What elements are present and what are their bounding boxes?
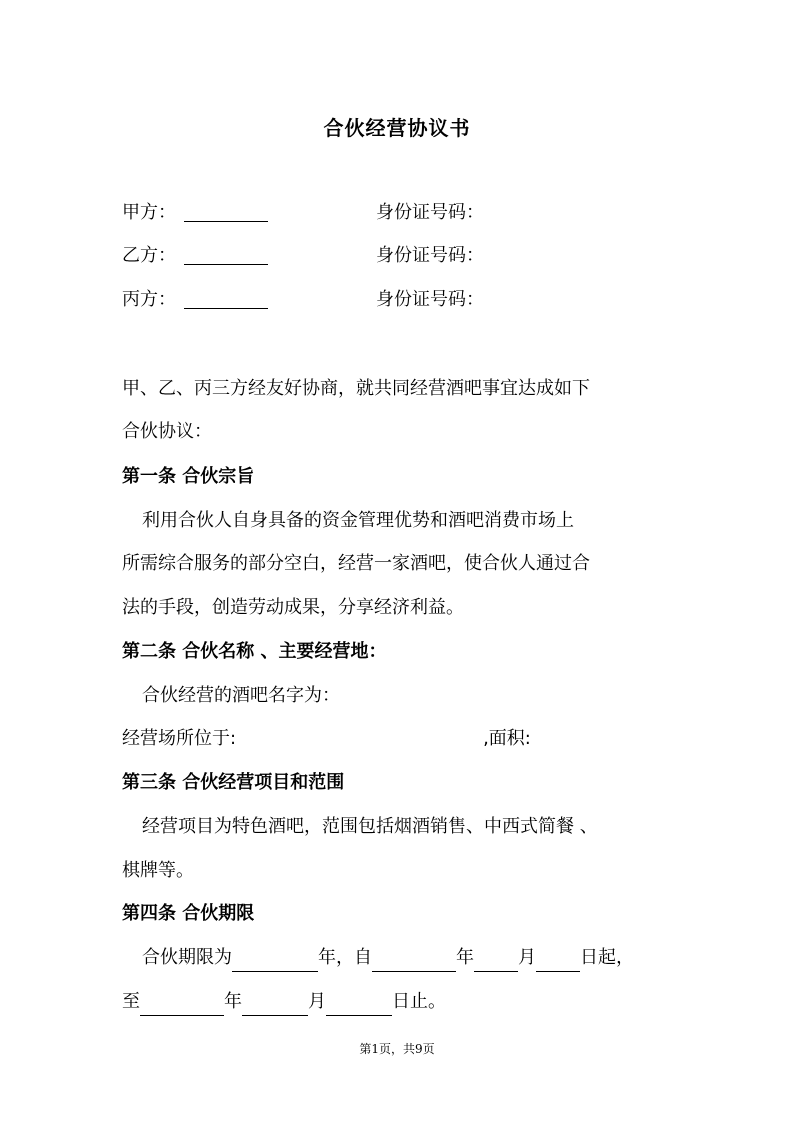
party-c-blank — [184, 287, 268, 309]
party-c-id-label: 身份证号码： — [376, 289, 484, 310]
area-label: ,面积: — [483, 728, 531, 749]
party-row-a — [122, 200, 682, 226]
party-a-label: 甲方： — [122, 202, 176, 223]
term-text-e: 日起， — [580, 947, 634, 968]
party-row-c — [122, 287, 682, 313]
document-title: 合伙经营协议书 — [323, 116, 471, 140]
end-text-c: 月 — [308, 991, 326, 1012]
term-text-d: 月 — [518, 947, 536, 968]
party-b-id-label: 身份证号码： — [376, 245, 484, 266]
location-label: 经营场所位于: — [122, 728, 237, 749]
article-1-heading: 第一条 合伙宗旨 — [122, 466, 255, 487]
end-text-a: 至 — [122, 991, 140, 1012]
term-text-a: 合伙期限为 — [142, 947, 232, 968]
article-3-line-2: 棋牌等。 — [122, 860, 194, 881]
party-row-b — [122, 243, 682, 269]
article-2-name-line: 合伙经营的酒吧名字为： — [142, 685, 340, 706]
party-a-id-label: 身份证号码： — [376, 202, 484, 223]
term-years-blank — [232, 949, 318, 972]
party-b-blank — [184, 243, 268, 265]
article-3-heading: 第三条 合伙经营项目和范围 — [122, 772, 345, 793]
article-4-heading: 第四条 合伙期限 — [122, 903, 255, 924]
intro-line-1: 甲、乙、丙三方经友好协商，就共同经营酒吧事宜达成如下 — [122, 378, 590, 399]
article-1-line-2: 所需综合服务的部分空白，经营一家酒吧，使合伙人通过合 — [122, 553, 590, 574]
end-day-blank — [326, 993, 392, 1016]
start-day-blank — [536, 949, 580, 972]
start-year-blank — [372, 949, 456, 972]
article-2-location-line — [122, 725, 674, 753]
article-4-line-1 — [142, 944, 694, 972]
article-2-heading: 第二条 合伙名称 、主要经营地： — [122, 641, 387, 662]
page-footer: 第1页，共9页 — [359, 1042, 435, 1056]
intro-line-2: 合伙协议： — [122, 421, 212, 442]
article-1-line-3: 法的手段，创造劳动成果，分享经济利益。 — [122, 597, 464, 618]
end-month-blank — [242, 993, 308, 1016]
party-a-blank — [184, 200, 268, 222]
article-3-line-1: 经营项目为特色酒吧，范围包括烟酒销售、中西式简餐 、 — [142, 816, 598, 837]
end-text-d: 日止。 — [392, 991, 446, 1012]
party-b-label: 乙方： — [122, 245, 176, 266]
term-text-b: 年，自 — [318, 947, 372, 968]
article-4-line-2 — [122, 988, 674, 1016]
end-text-b: 年 — [224, 991, 242, 1012]
end-year-blank — [140, 993, 224, 1016]
term-text-c: 年 — [456, 947, 474, 968]
party-c-label: 丙方： — [122, 289, 176, 310]
start-month-blank — [474, 949, 518, 972]
article-1-line-1: 利用合伙人自身具备的资金管理优势和酒吧消费市场上 — [142, 510, 574, 531]
